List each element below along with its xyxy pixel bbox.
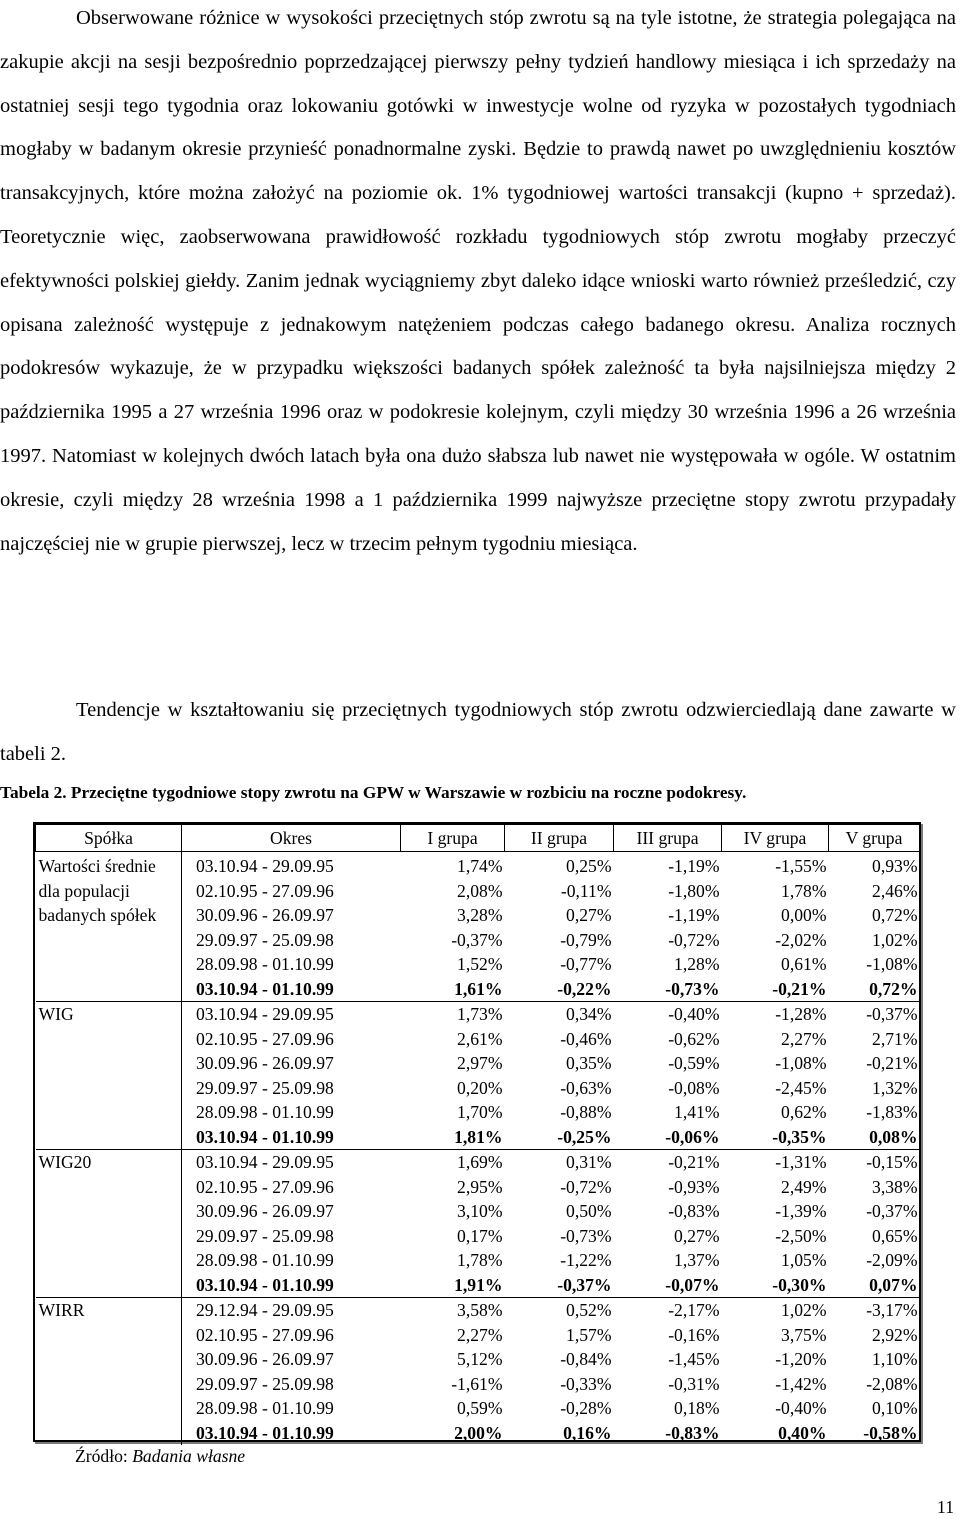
- cell-group-4: -1,28%: [722, 1002, 829, 1027]
- cell-company: [36, 1323, 182, 1348]
- cell-group-4: 0,61%: [781, 954, 827, 974]
- cell-group-5: -0,15%: [829, 1150, 920, 1175]
- table-row: [36, 879, 920, 904]
- cell-group-3: -0,59%: [668, 1053, 720, 1073]
- cell-group-4: -1,08%: [775, 1053, 827, 1073]
- cell-group-3: -0,07%: [665, 1274, 720, 1295]
- cell-group-3: -1,19%: [614, 852, 722, 879]
- cell-group-2: 0,31%: [505, 1150, 614, 1175]
- table-row: [36, 1396, 920, 1421]
- cell-group-3: -0,72%: [668, 929, 720, 950]
- cell-group-1: 3,10%: [457, 1201, 503, 1221]
- cell-group-4: -1,42%: [775, 1373, 827, 1394]
- header-group-2: II grupa: [505, 825, 614, 852]
- cell-group-2: -0,88%: [560, 1102, 612, 1122]
- cell-group-3: 0,18%: [674, 1398, 720, 1418]
- cell-company: WIRR: [36, 1298, 182, 1323]
- cell-group-5: 1,32%: [872, 1077, 918, 1098]
- cell-company: [36, 1125, 182, 1150]
- cell-company: [36, 928, 182, 953]
- table-row: [36, 1224, 920, 1249]
- cell-group-4: -1,55%: [722, 852, 829, 879]
- cell-group-1: 2,00%: [454, 1422, 503, 1443]
- cell-group-2: 0,27%: [566, 905, 612, 925]
- cell-group-2: -0,22%: [557, 978, 612, 999]
- cell-period: 03.10.94 - 01.10.99: [196, 1274, 334, 1295]
- cell-group-2: -1,22%: [560, 1250, 612, 1270]
- cell-group-4: -0,40%: [775, 1398, 827, 1418]
- cell-group-5: -1,83%: [866, 1102, 918, 1122]
- cell-group-5: 1,10%: [872, 1349, 918, 1369]
- cell-group-1: 1,70%: [457, 1102, 503, 1122]
- cell-group-1: -0,37%: [451, 929, 503, 950]
- cell-group-4: -0,30%: [772, 1274, 827, 1295]
- cell-group-1: 5,12%: [457, 1349, 503, 1369]
- cell-group-2: -0,79%: [560, 929, 612, 950]
- cell-company: [36, 1224, 182, 1249]
- header-period: Okres: [182, 825, 401, 852]
- cell-group-2: -0,11%: [560, 880, 612, 901]
- header-group-4: IV grupa: [722, 825, 829, 852]
- cell-period: 02.10.95 - 27.09.96: [196, 1176, 334, 1197]
- cell-group-5: -0,37%: [866, 1201, 918, 1221]
- cell-group-4: 1,02%: [722, 1298, 829, 1323]
- cell-period: 29.09.97 - 25.09.98: [196, 1077, 334, 1098]
- cell-group-4: -2,45%: [775, 1077, 827, 1098]
- cell-period: 30.09.96 - 26.09.97: [196, 1053, 334, 1073]
- cell-group-3: -0,31%: [668, 1373, 720, 1394]
- cell-group-1: 2,95%: [457, 1176, 503, 1197]
- cell-group-5: 0,93%: [829, 852, 920, 879]
- cell-group-1: 2,08%: [457, 880, 503, 901]
- cell-company: Wartości średnie: [36, 852, 182, 879]
- table-row: [36, 1323, 920, 1348]
- cell-company: [36, 952, 182, 977]
- cell-period: 03.10.94 - 01.10.99: [196, 1422, 334, 1443]
- cell-group-3: -2,17%: [614, 1298, 722, 1323]
- cell-group-1: 0,17%: [457, 1225, 503, 1246]
- cell-group-1: 2,97%: [457, 1053, 503, 1073]
- cell-group-2: -0,77%: [560, 954, 612, 974]
- cell-group-3: -0,93%: [668, 1176, 720, 1197]
- cell-period: 28.09.98 - 01.10.99: [196, 1250, 334, 1270]
- table-row: [36, 1100, 920, 1125]
- cell-period: 28.09.98 - 01.10.99: [196, 954, 334, 974]
- table-body: [36, 852, 920, 1446]
- returns-table: [35, 824, 920, 1445]
- table-header-row: [36, 825, 920, 852]
- cell-period: 30.09.96 - 26.09.97: [196, 1201, 334, 1221]
- table-row: [36, 1199, 920, 1224]
- cell-group-3: -0,83%: [668, 1201, 720, 1221]
- cell-group-2: -0,73%: [560, 1225, 612, 1246]
- cell-group-3: -0,62%: [668, 1028, 720, 1049]
- cell-company: WIG20: [36, 1150, 182, 1175]
- cell-group-5: -0,21%: [866, 1053, 918, 1073]
- cell-group-1: 2,61%: [457, 1028, 503, 1049]
- cell-company: badanych spółek: [36, 903, 182, 928]
- cell-group-2: 0,52%: [505, 1298, 614, 1323]
- cell-group-2: -0,37%: [557, 1274, 612, 1295]
- cell-group-4: -1,31%: [722, 1150, 829, 1175]
- header-group-3: III grupa: [614, 825, 722, 852]
- cell-group-2: -0,46%: [560, 1028, 612, 1049]
- cell-group-4: -1,39%: [775, 1201, 827, 1221]
- cell-group-2: 0,35%: [566, 1053, 612, 1073]
- cell-group-1: 1,81%: [454, 1126, 503, 1147]
- cell-group-4: -2,02%: [775, 929, 827, 950]
- cell-group-1: 2,27%: [457, 1324, 503, 1345]
- cell-group-3: 1,28%: [674, 954, 720, 974]
- cell-group-2: -0,84%: [560, 1349, 612, 1369]
- table-row: [36, 1076, 920, 1101]
- cell-company: [36, 1372, 182, 1397]
- cell-group-5: -3,17%: [829, 1298, 920, 1323]
- cell-company: WIG: [36, 1002, 182, 1027]
- cell-group-5: 0,07%: [869, 1274, 918, 1295]
- cell-group-1: 0,59%: [457, 1398, 503, 1418]
- cell-group-3: 0,27%: [674, 1225, 720, 1246]
- source-label: Źródło:: [75, 1446, 128, 1466]
- cell-group-2: 0,34%: [505, 1002, 614, 1027]
- cell-group-5: 0,72%: [872, 905, 918, 925]
- cell-company: [36, 1248, 182, 1273]
- cell-group-1: 3,28%: [457, 905, 503, 925]
- cell-group-1: -1,61%: [451, 1373, 503, 1394]
- cell-company: [36, 1027, 182, 1052]
- cell-group-4: 0,62%: [781, 1102, 827, 1122]
- cell-group-5: -0,58%: [863, 1422, 918, 1443]
- cell-group-4: -1,20%: [775, 1349, 827, 1369]
- cell-period: 03.10.94 - 29.09.95: [182, 1150, 401, 1175]
- cell-group-5: -1,08%: [866, 954, 918, 974]
- cell-group-3: -1,80%: [668, 880, 720, 901]
- source-text: Badania własne: [132, 1446, 246, 1466]
- body-paragraph-1: Obserwowane różnice w wysokości przeciętnych stóp zwrotu są na tyle istotne, że strategia polegająca na zakupie akcji na sesji bezpośrednio poprzedzającej pierwszy pełny tydzień handlowy miesiąca i ich sprzedaży na ostatniej sesji tego tygodnia oraz lokowaniu gotówki w inwestycje wolne od ryzyka w pozostałych tygodniach mogłaby w badanym okresie przynieść ponadnormalne zyski. Będzie to prawdą nawet po uwzględnieniu kosztów transakcyjnych, które można założyć na poziomie ok. 1% tygodniowej wartości transakcji (kupno + sprzedaż). Teoretycznie więc, zaobserwowana prawidłowość rozkładu tygodniowych stóp zwrotu mogłaby przeczyć efektywności polskiej giełdy. Zanim jednak wyciągniemy zbyt daleko idące wnioski warto również prześledzić, czy opisana zależność występuje z jednakowym natężeniem podczas całego badanego okresu. Analiza rocznych podokresów wykazuje, że w przypadku większości badanych spółek zależność ta była najsilniejsza między 2 października 1995 a 27 września 1996 oraz w podokresie kolejnym, czyli między 30 września 1996 a 26 września 1997. Natomiast w kolejnych dwóch latach była ona dużo słabsza lub nawet nie występowała w ogóle. W ostatnim okresie, czyli między 28 września 1998 a 1 października 1999 najwyższe przeciętne stopy zwrotu przypadały najczęściej nie w grupie pierwszej, lecz w trzecim pełnym tygodniu miesiąca.: [0, 7, 956, 555]
- cell-company: [36, 977, 182, 1002]
- cell-period: 02.10.95 - 27.09.96: [196, 880, 334, 901]
- cell-group-1: 1,61%: [454, 978, 503, 999]
- cell-group-2: 0,25%: [505, 852, 614, 879]
- cell-company: [36, 1051, 182, 1076]
- table-row: [36, 1347, 920, 1372]
- cell-group-1: 1,73%: [401, 1002, 505, 1027]
- table-source: [75, 1446, 245, 1467]
- cell-period: 03.10.94 - 01.10.99: [196, 1126, 334, 1147]
- table-row: [36, 1248, 920, 1273]
- cell-group-5: 2,46%: [872, 880, 918, 901]
- cell-company: [36, 1175, 182, 1200]
- table-row: [36, 1273, 920, 1298]
- table-row: [36, 1125, 920, 1150]
- cell-company: [36, 1076, 182, 1101]
- cell-group-5: 0,72%: [869, 978, 918, 999]
- cell-period: 29.12.94 - 29.09.95: [182, 1298, 401, 1323]
- cell-group-3: 1,37%: [674, 1250, 720, 1270]
- cell-period: 29.09.97 - 25.09.98: [196, 929, 334, 950]
- cell-group-4: 1,78%: [781, 880, 827, 901]
- table-row: [36, 1150, 920, 1175]
- header-group-5: V grupa: [829, 825, 920, 852]
- table-row: [36, 852, 920, 879]
- cell-group-3: -0,40%: [614, 1002, 722, 1027]
- cell-period: 30.09.96 - 26.09.97: [196, 1349, 334, 1369]
- cell-period: 29.09.97 - 25.09.98: [196, 1373, 334, 1394]
- cell-group-5: 3,38%: [872, 1176, 918, 1197]
- cell-group-2: -0,28%: [560, 1398, 612, 1418]
- table-row: [36, 1298, 920, 1323]
- cell-period: 03.10.94 - 29.09.95: [182, 852, 401, 879]
- cell-period: 29.09.97 - 25.09.98: [196, 1225, 334, 1246]
- cell-group-2: -0,25%: [557, 1126, 612, 1147]
- cell-group-1: 1,69%: [401, 1150, 505, 1175]
- table-caption: Tabela 2. Przeciętne tygodniowe stopy zwrotu na GPW w Warszawie w rozbiciu na roczne podokresy.: [0, 783, 747, 802]
- cell-company: dla populacji: [36, 879, 182, 904]
- cell-company: [36, 1273, 182, 1298]
- cell-group-4: -0,21%: [772, 978, 827, 999]
- cell-group-5: 1,02%: [872, 929, 918, 950]
- cell-group-2: -0,63%: [560, 1077, 612, 1098]
- cell-group-3: -0,16%: [668, 1324, 720, 1345]
- table-row: [36, 1027, 920, 1052]
- cell-group-5: -2,09%: [866, 1250, 918, 1270]
- cell-group-5: 0,10%: [872, 1398, 918, 1418]
- table-row: [36, 952, 920, 977]
- cell-group-3: -0,83%: [665, 1422, 720, 1443]
- cell-group-3: -0,08%: [668, 1077, 720, 1098]
- cell-group-4: 0,00%: [781, 905, 827, 925]
- returns-table-frame: [33, 822, 921, 1442]
- cell-group-4: -0,35%: [772, 1126, 827, 1147]
- cell-period: 03.10.94 - 01.10.99: [196, 978, 334, 999]
- cell-group-2: -0,72%: [560, 1176, 612, 1197]
- table-row: [36, 977, 920, 1002]
- body-paragraph-2: Tendencje w kształtowaniu się przeciętnych tygodniowych stóp zwrotu odzwierciedlają dane zawarte w tabeli 2.: [0, 699, 956, 765]
- header-company: Spółka: [36, 825, 182, 852]
- table-row: [36, 928, 920, 953]
- cell-group-4: 1,05%: [781, 1250, 827, 1270]
- cell-group-1: 1,52%: [457, 954, 503, 974]
- cell-group-5: 0,65%: [872, 1225, 918, 1246]
- cell-group-5: 2,71%: [872, 1028, 918, 1049]
- cell-group-4: 2,27%: [781, 1028, 827, 1049]
- cell-group-2: -0,33%: [560, 1373, 612, 1394]
- cell-group-5: -0,37%: [829, 1002, 920, 1027]
- cell-group-1: 1,74%: [401, 852, 505, 879]
- cell-company: [36, 1347, 182, 1372]
- cell-company: [36, 1396, 182, 1421]
- cell-group-3: -0,21%: [614, 1150, 722, 1175]
- cell-group-3: -1,19%: [668, 905, 720, 925]
- cell-group-3: -1,45%: [668, 1349, 720, 1369]
- table-row: [36, 1421, 920, 1446]
- cell-company: [36, 1421, 182, 1446]
- cell-company: [36, 1199, 182, 1224]
- cell-group-4: -2,50%: [775, 1225, 827, 1246]
- cell-group-2: 0,16%: [563, 1422, 612, 1443]
- cell-group-5: 2,92%: [872, 1324, 918, 1345]
- table-row: [36, 1002, 920, 1027]
- cell-period: 28.09.98 - 01.10.99: [196, 1102, 334, 1122]
- cell-group-4: 2,49%: [781, 1176, 827, 1197]
- header-group-1: I grupa: [401, 825, 505, 852]
- table-row: [36, 1051, 920, 1076]
- table-row: [36, 1372, 920, 1397]
- cell-group-1: 1,91%: [454, 1274, 503, 1295]
- cell-group-1: 1,78%: [457, 1250, 503, 1270]
- cell-group-1: 3,58%: [401, 1298, 505, 1323]
- cell-group-5: -2,08%: [866, 1373, 918, 1394]
- cell-group-4: 3,75%: [781, 1324, 827, 1345]
- cell-period: 02.10.95 - 27.09.96: [196, 1028, 334, 1049]
- cell-group-3: 1,41%: [674, 1102, 720, 1122]
- cell-group-3: -0,73%: [665, 978, 720, 999]
- table-row: [36, 1175, 920, 1200]
- cell-group-4: 0,40%: [778, 1422, 827, 1443]
- table-row: [36, 903, 920, 928]
- cell-period: 28.09.98 - 01.10.99: [196, 1398, 334, 1418]
- cell-period: 30.09.96 - 26.09.97: [196, 905, 334, 925]
- cell-group-5: 0,08%: [869, 1126, 918, 1147]
- page-number: 11: [937, 1497, 954, 1517]
- cell-period: 03.10.94 - 29.09.95: [182, 1002, 401, 1027]
- cell-group-2: 0,50%: [566, 1201, 612, 1221]
- cell-group-2: 1,57%: [566, 1324, 612, 1345]
- cell-period: 02.10.95 - 27.09.96: [196, 1324, 334, 1345]
- cell-company: [36, 1100, 182, 1125]
- cell-group-3: -0,06%: [665, 1126, 720, 1147]
- cell-group-1: 0,20%: [457, 1077, 503, 1098]
